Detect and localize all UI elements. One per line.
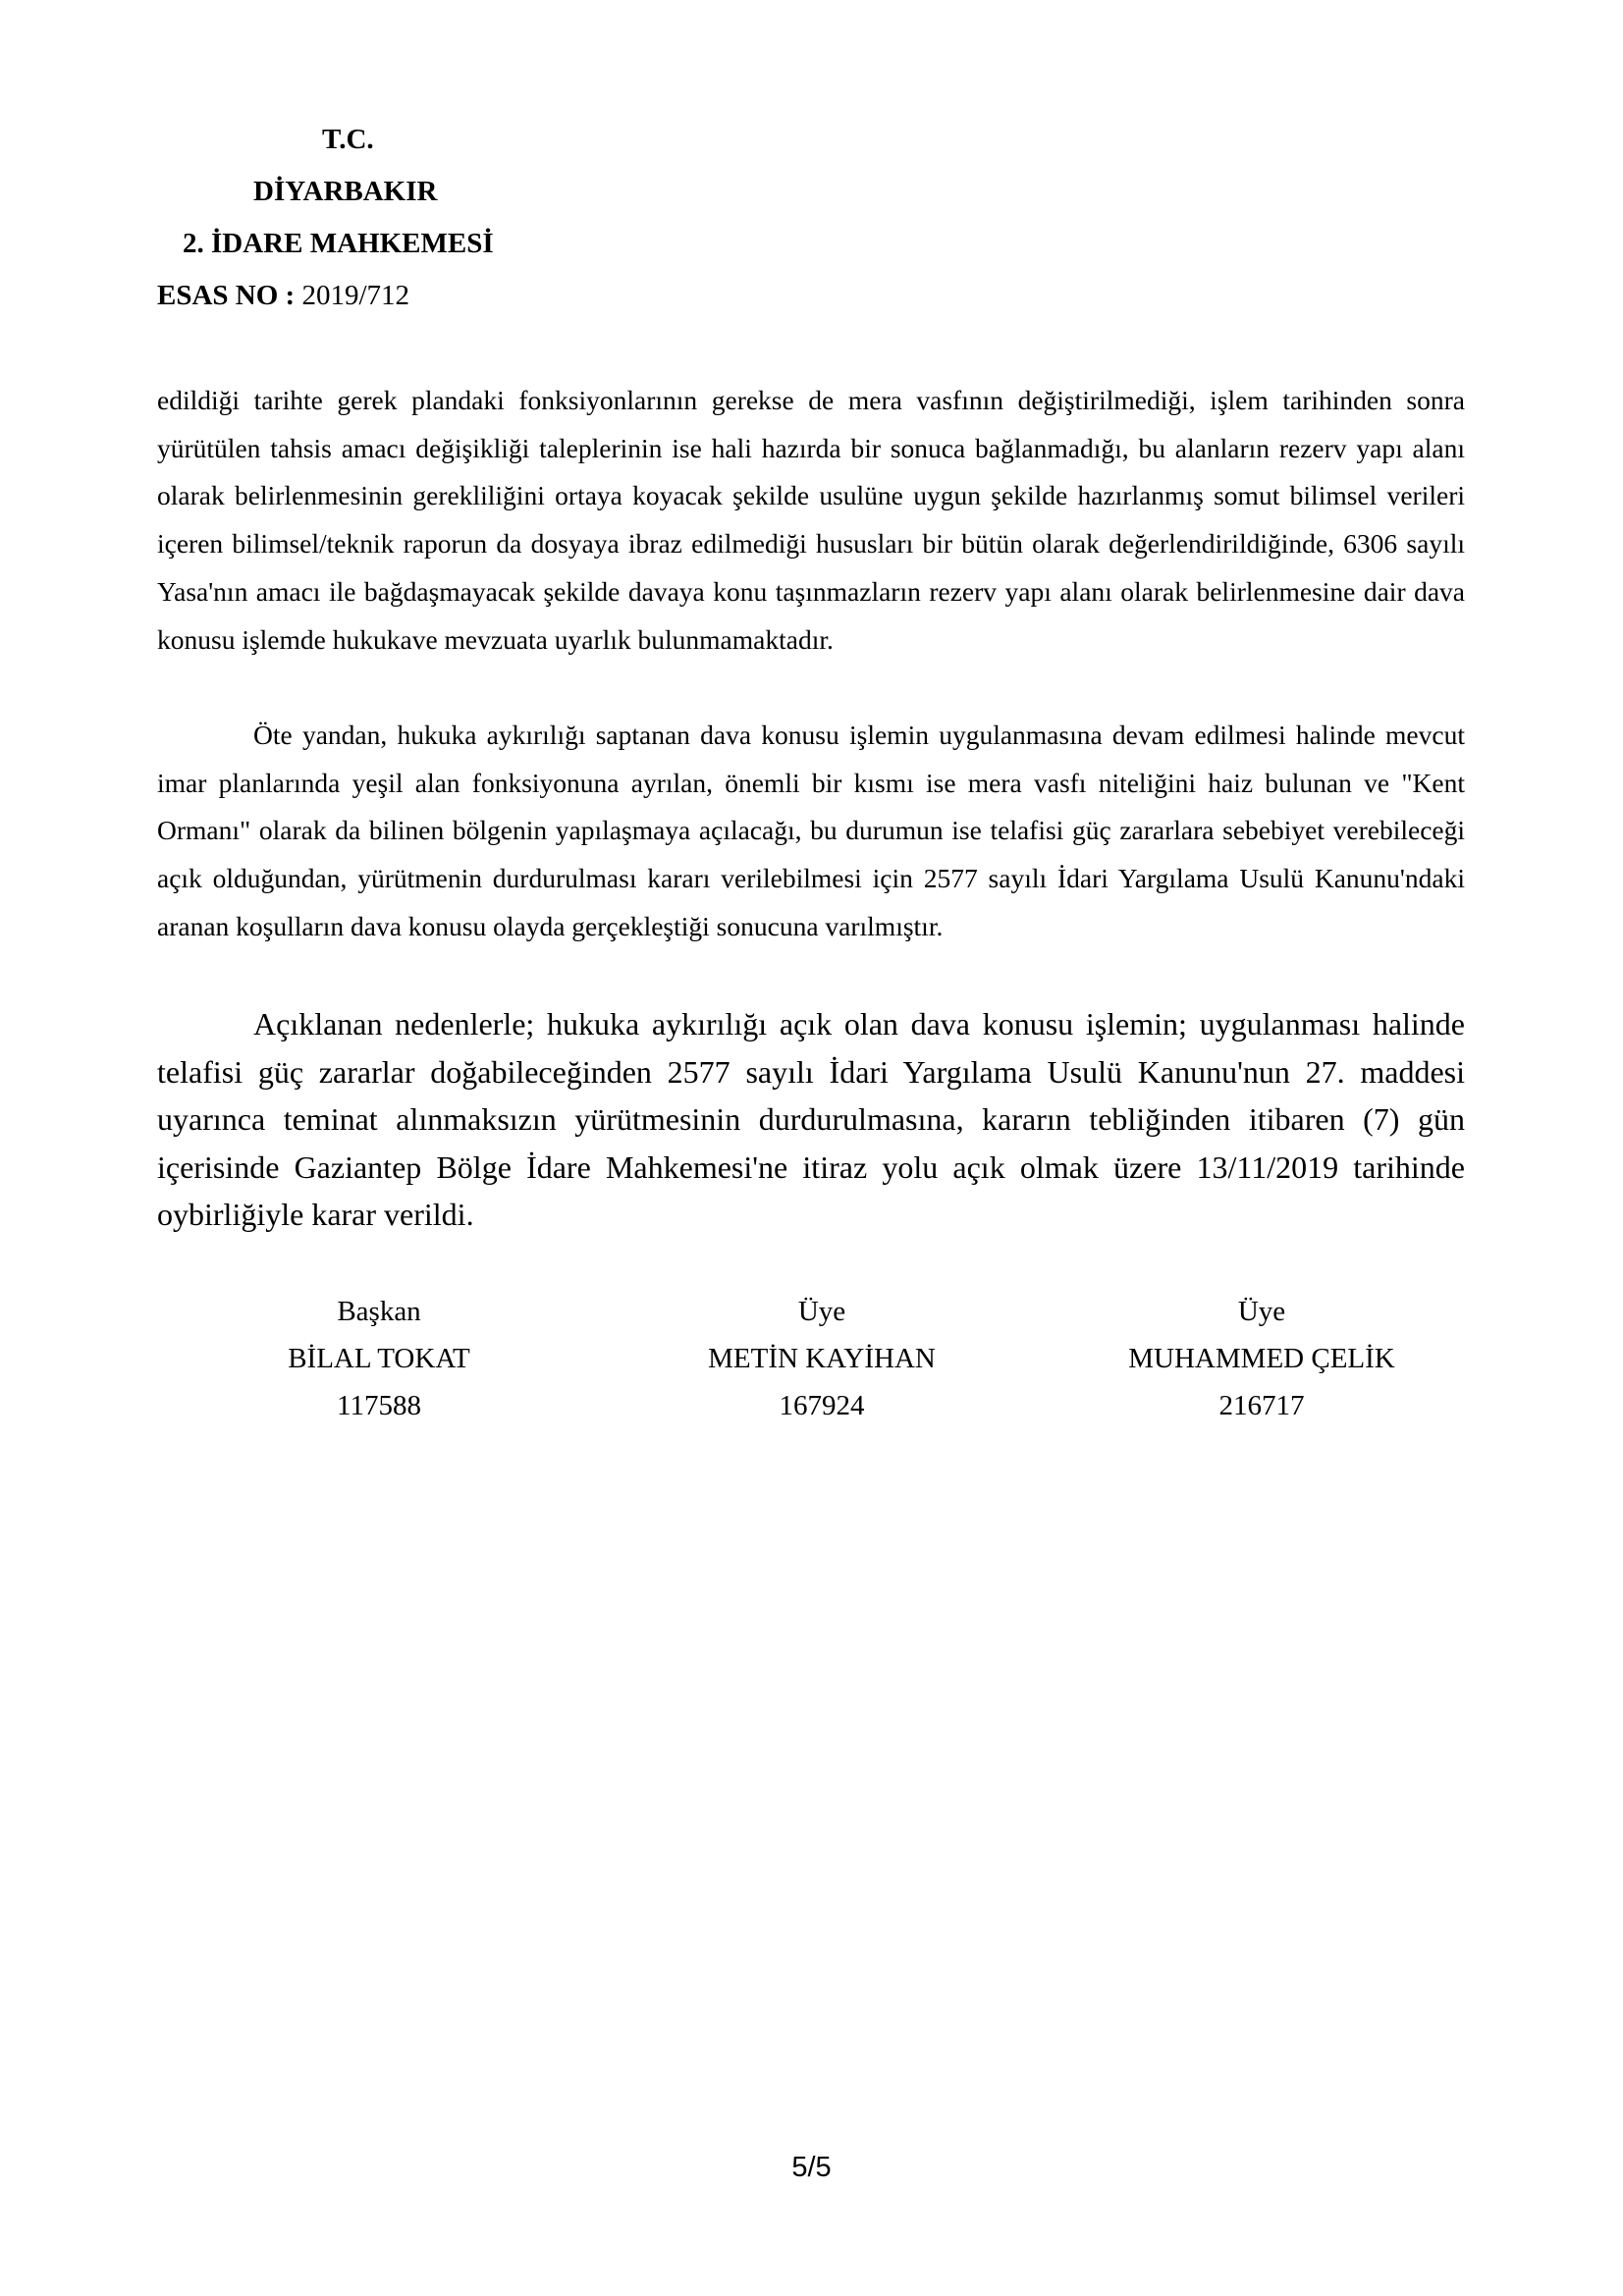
signature-block-member-2 [1065,1288,1458,1429]
body-paragraph-1-block [157,377,1465,664]
body-paragraph-3-block [157,1000,1465,1239]
header-city: DİYARBAKIR [253,176,438,207]
body-paragraph-2-block [157,712,1465,951]
signature-role: Başkan [337,1296,421,1327]
signature-number: 117588 [337,1390,421,1421]
body-paragraph-2: Öte yandan, hukuka aykırılığı saptanan dava konusu işlemin uygulanmasına devam edilmesi halinde mevcut imar planlarında yeşil alan fonksiyonuna ayrılan, önemli bir kısmı ise mera vasfı niteliğini haiz bulunan ve "Kent Ormanı" olarak da bilinen bölgenin yapılaşmaya açılacağı, bu durumun ise telafisi güç zararlara sebebiyet verebileceği açık olduğundan, yürütmenin durdurulması kararı verilebilmesi için 2577 sayılı İdari Yargılama Usulü Kanunu'ndaki aranan koşulların dava konusu olayda gerçekleştiği sonucuna varılmıştır. [157,720,1465,941]
signature-number: 216717 [1218,1390,1305,1421]
body-paragraph-1: edildiği tarihte gerek plandaki fonksiyonlarının gerekse de mera vasfının değiştirilmediği, işlem tarihinden sonra yürütülen tahsis amacı değişikliği taleplerinin ise hali hazırda bir sonuca bağlanmadığı, bu alanların rezerv yapı alanı olarak belirlenmesinin gerekliliğini ortaya koyacak şekilde usulüne uygun şekilde hazırlanmış somut bilimsel verileri içeren bilimsel/teknik raporun da dosyaya ibraz edilmediği hususları bir bütün olarak değerlendirildiğinde, 6306 sayılı Yasa'nın amacı ile bağdaşmayacak şekilde davaya konu taşınmazların rezerv yapı alanı olarak belirlenmesine dair dava konusu işlemde hukukave mevzuata uyarlık bulunmamaktadır. [157,385,1465,655]
signature-block-president [183,1288,575,1429]
signature-name: MUHAMMED ÇELİK [1128,1343,1395,1374]
signature-role: Üye [797,1296,846,1327]
case-number-label: ESAS NO : [157,280,296,311]
header-court-name: 2. İDARE MAHKEMESİ [183,228,494,259]
page-number: 5/5 [791,2152,832,2183]
signature-role: Üye [1237,1296,1286,1327]
signature-number: 167924 [779,1390,865,1421]
signature-name: BİLAL TOKAT [288,1343,470,1374]
body-paragraph-3: Açıklanan nedenlerle; hukuka aykırılığı açık olan dava konusu işlemin; uygulanması halinde telafisi güç zararlar doğabileceğinden 2577 sayılı İdari Yargılama Usulü Kanunu'nun 27. maddesi uyarınca teminat alınmaksızın yürütmesinin durdurulmasına, kararın tebliğinden itibaren (7) gün içerisinde Gaziantep Bölge İdare Mahkemesi'ne itiraz yolu açık olmak üzere 13/11/2019 tarihinde oybirliğiyle karar verildi. [157,1006,1465,1233]
case-number-value: 2019/712 [301,280,410,311]
header-tc: T.C. [322,124,374,155]
signature-block-member-1 [625,1288,1018,1429]
case-number-line [157,278,409,313]
signature-name: METİN KAYİHAN [708,1343,936,1374]
